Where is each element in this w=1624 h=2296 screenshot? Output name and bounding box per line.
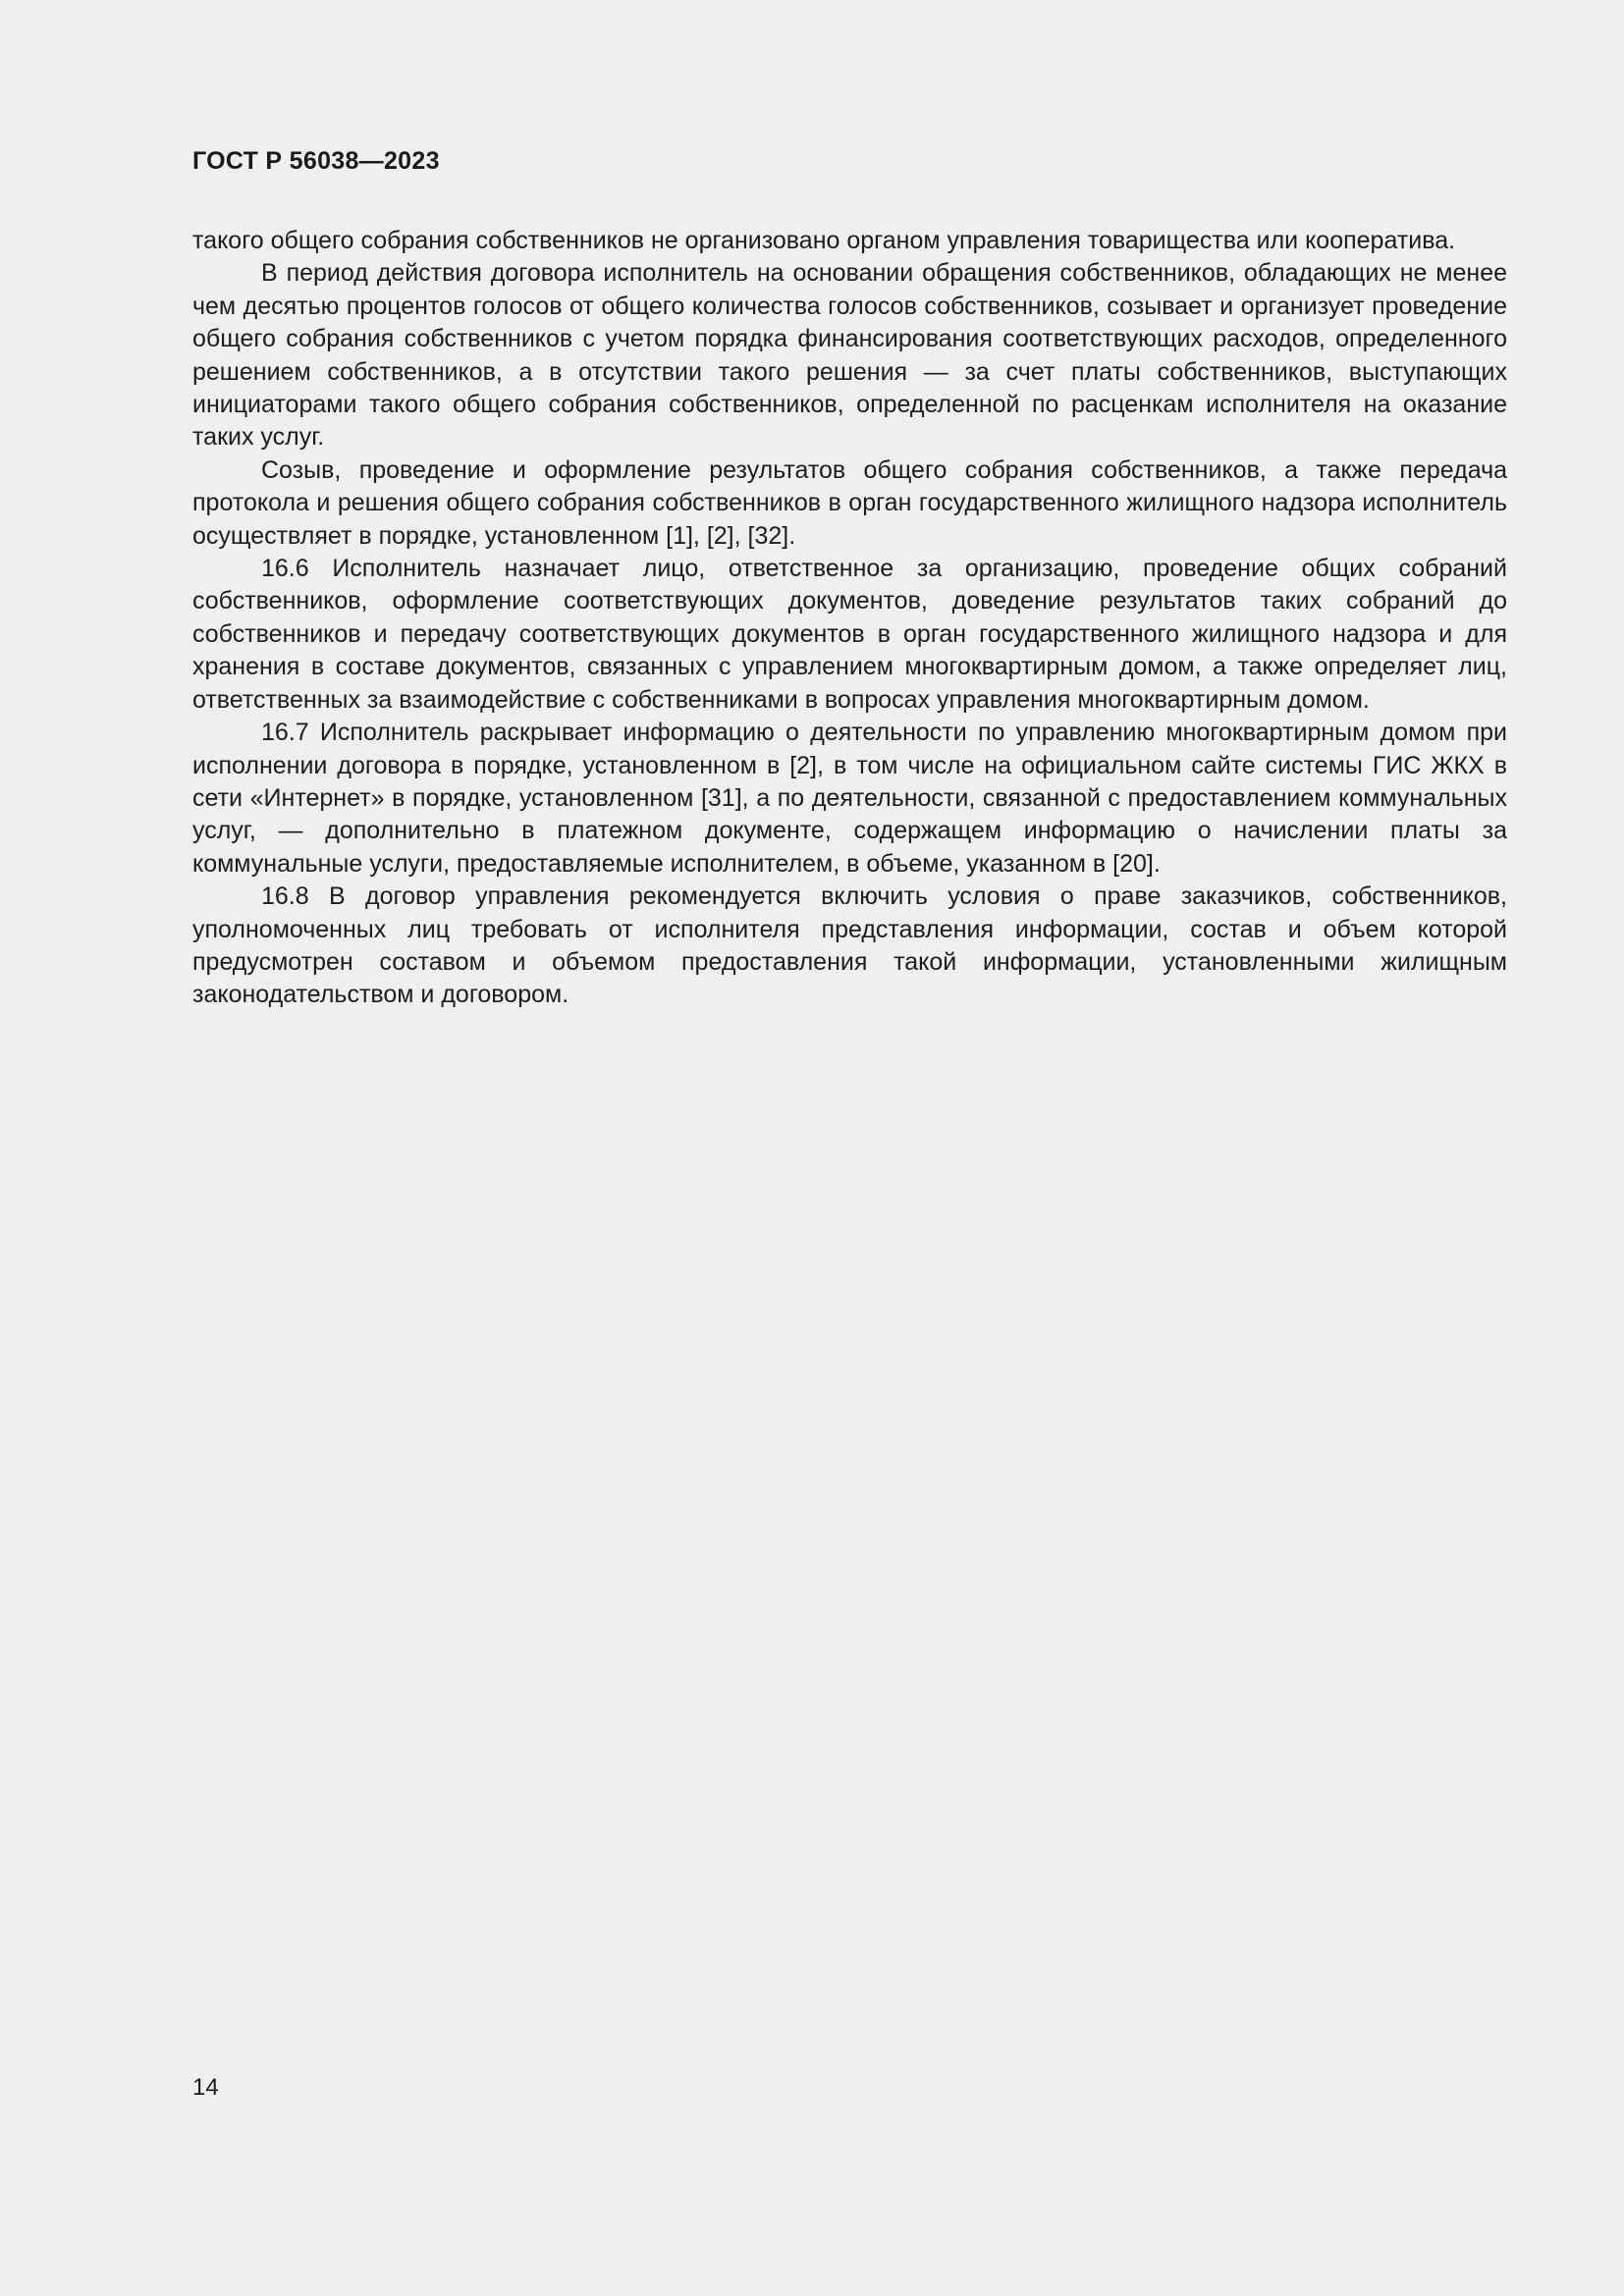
paragraph-clause-16-8: 16.8 В договор управления рекомендуется включить условия о праве заказчиков, собственников, уполномоченных лиц требовать от исполнителя представления информации, состав и объем которой предусмотрен составом и объемом предоставления такой информации, установленными жилищным законодательством и договором. (192, 882, 1507, 1009)
paragraph-clause-16-7: 16.7 Исполнитель раскрывает информацию о деятельности по управлению многоквартирным домом при исполнении договора в порядке, установленном в [2], в том числе на официальном сайте системы ГИС ЖКХ в сети «Интернет» в порядке, установленном [31], а по деятельности, связанной с предоставлением коммунальных услуг, — дополнительно в платежном документе, содержащем информацию о начислении платы за коммунальные услуги, предоставляемые исполнителем, в объеме, указанном в [20]. (192, 719, 1507, 878)
document-body (192, 225, 1507, 1012)
standard-code-header: ГОСТ Р 56038—2023 (192, 147, 440, 175)
paragraph-meeting-procedure: Созыв, проведение и оформление результатов общего собрания собственников, а также передача протокола и решения общего собрания собственников в орган государственного жилищного надзора исполнитель осуществляет в порядке, установленном [1], [2], [32]. (192, 455, 1507, 550)
paragraph-continuation: такого общего собрания собственников не организовано органом управления товарищества или кооператива. (192, 227, 1456, 254)
page-number: 14 (192, 2074, 219, 2101)
paragraph-clause-16-6: 16.6 Исполнитель назначает лицо, ответственное за организацию, проведение общих собраний собственников, оформление соответствующих документов, доведение результатов таких собраний до собственников и передачу соответствующих документов в орган государственного жилищного надзора и для хранения в составе документов, связанных с управлением многоквартирным домом, а также определяет лиц, ответственных за взаимодействие с собственниками в вопросах управления многоквартирным домом. (192, 555, 1507, 714)
paragraph-meeting-convening: В период действия договора исполнитель на основании обращения собственников, обладающих не менее чем десятью процентов голосов от общего количества голосов собственников, созывает и организует проведение общего собрания собственников с учетом порядка финансирования соответствующих расходов, определенного решением собственников, а в отсутствии такого решения — за счет платы собственников, выступающих инициаторами такого общего собрания собственников, определенной по расценкам исполнителя на оказание таких услуг. (192, 259, 1507, 452)
